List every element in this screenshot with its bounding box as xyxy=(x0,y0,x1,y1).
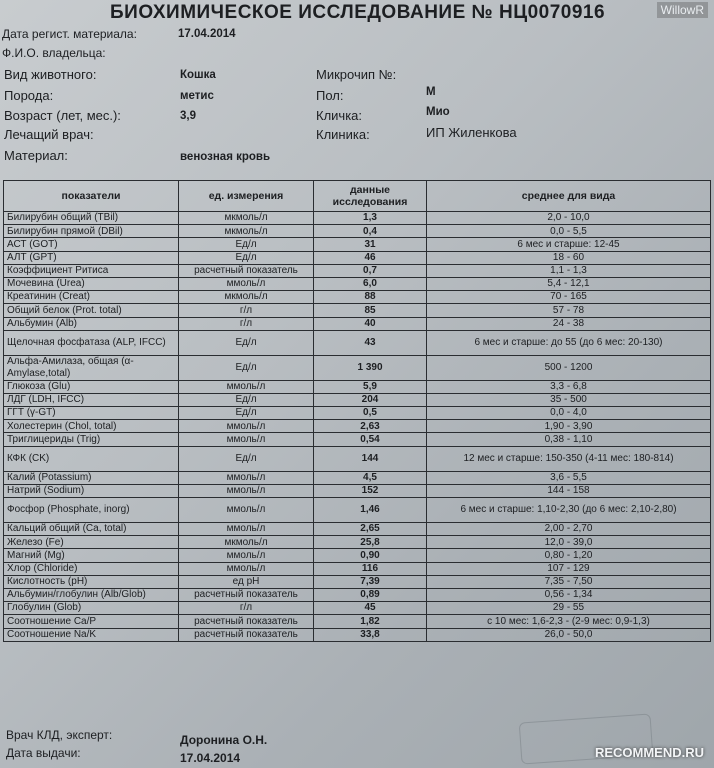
clinic-label: Клиника: xyxy=(316,127,370,142)
cell-result: 40 xyxy=(314,317,427,330)
table-row xyxy=(4,238,711,251)
cell-unit: мкмоль/л xyxy=(179,225,314,238)
cell-result: 45 xyxy=(314,602,427,615)
cell-reference: 12 мес и старше: 150-350 (4-11 мес: 180-814) xyxy=(427,446,711,471)
issue-label: Дата выдачи: xyxy=(6,746,81,760)
cell-result: 116 xyxy=(314,562,427,575)
species-label: Вид животного: xyxy=(4,67,97,82)
date-value: 17.04.2014 xyxy=(178,28,236,40)
cell-indicator: Кальций общий (Ca, total) xyxy=(4,523,179,536)
cell-indicator: Глобулин (Glob) xyxy=(4,602,179,615)
cell-indicator: АСТ (GOT) xyxy=(4,238,179,251)
cell-reference: 0,56 - 1,34 xyxy=(427,588,711,601)
cell-unit: ммоль/л xyxy=(179,420,314,433)
cell-indicator: Железо (Fe) xyxy=(4,536,179,549)
cell-indicator: Альбумин/глобулин (Alb/Glob) xyxy=(4,588,179,601)
cell-reference: с 10 мес: 1,6-2,3 - (2-9 мес: 0,9-1,3) xyxy=(427,615,711,628)
cell-unit: ммоль/л xyxy=(179,380,314,393)
table-row xyxy=(4,484,711,497)
cell-indicator: Креатинин (Creat) xyxy=(4,291,179,304)
cell-indicator: Натрий (Sodium) xyxy=(4,484,179,497)
cell-indicator: Соотношение Na/K xyxy=(4,628,179,641)
cell-reference: 26,0 - 50,0 xyxy=(427,628,711,641)
nick-label: Кличка: xyxy=(316,108,363,123)
table-row xyxy=(4,251,711,264)
cell-result: 0,7 xyxy=(314,264,427,277)
cell-indicator: Билирубин прямой (DBil) xyxy=(4,225,179,238)
cell-unit: Ед/л xyxy=(179,251,314,264)
cell-unit: расчетный показатель xyxy=(179,615,314,628)
col-indicator: показатели xyxy=(4,181,179,212)
doctor-label: Врач КЛД, эксперт: xyxy=(6,728,113,742)
cell-unit: г/л xyxy=(179,317,314,330)
table-row xyxy=(4,277,711,290)
cell-unit: ед pH xyxy=(179,575,314,588)
cell-result: 204 xyxy=(314,393,427,406)
cell-reference: 12,0 - 39,0 xyxy=(427,536,711,549)
cell-unit: расчетный показатель xyxy=(179,628,314,641)
cell-result: 7,39 xyxy=(314,575,427,588)
cell-reference: 2,0 - 10,0 xyxy=(427,212,711,225)
vet-label: Лечащий врач: xyxy=(4,127,94,142)
cell-unit: Ед/л xyxy=(179,330,314,355)
cell-result: 33,8 xyxy=(314,628,427,641)
cell-reference: 144 - 158 xyxy=(427,484,711,497)
table-row xyxy=(4,615,711,628)
cell-reference: 2,00 - 2,70 xyxy=(427,523,711,536)
nick-value: Мио xyxy=(426,106,450,118)
cell-unit: Ед/л xyxy=(179,393,314,406)
cell-unit: ммоль/л xyxy=(179,549,314,562)
age-value: 3,9 xyxy=(180,110,196,122)
cell-result: 88 xyxy=(314,291,427,304)
table-row xyxy=(4,420,711,433)
cell-reference: 1,1 - 1,3 xyxy=(427,264,711,277)
cell-result: 46 xyxy=(314,251,427,264)
breed-label: Порода: xyxy=(4,88,54,103)
cell-unit: расчетный показатель xyxy=(179,588,314,601)
cell-indicator: АЛТ (GPT) xyxy=(4,251,179,264)
cell-result: 0,90 xyxy=(314,549,427,562)
cell-indicator: Триглицериды (Trig) xyxy=(4,433,179,446)
cell-reference: 6 мес и старше: до 55 (до 6 мес: 20-130) xyxy=(427,330,711,355)
watermark-site: RECOMMEND.RU xyxy=(594,745,704,760)
cell-unit: ммоль/л xyxy=(179,498,314,523)
cell-indicator: Щелочная фосфатаза (ALP, IFCC) xyxy=(4,330,179,355)
sex-value: М xyxy=(426,86,436,98)
material-value: венозная кровь xyxy=(180,151,271,163)
cell-indicator: Соотношение Ca/P xyxy=(4,615,179,628)
cell-indicator: ГГТ (γ-GT) xyxy=(4,407,179,420)
cell-result: 152 xyxy=(314,484,427,497)
cell-reference: 6 мес и старше: 12-45 xyxy=(427,238,711,251)
table-row xyxy=(4,562,711,575)
cell-result: 0,89 xyxy=(314,588,427,601)
date-label: Дата регист. материала: xyxy=(2,27,137,41)
doctor-value: Доронина О.Н. xyxy=(180,733,268,747)
cell-result: 2,65 xyxy=(314,523,427,536)
cell-result: 0,54 xyxy=(314,433,427,446)
cell-indicator: Холестерин (Chol, total) xyxy=(4,420,179,433)
cell-reference: 5,4 - 12,1 xyxy=(427,277,711,290)
table-row xyxy=(4,523,711,536)
table-row xyxy=(4,407,711,420)
cell-unit: Ед/л xyxy=(179,446,314,471)
table-header-row xyxy=(4,181,711,212)
cell-result: 4,5 xyxy=(314,471,427,484)
cell-unit: ммоль/л xyxy=(179,277,314,290)
cell-reference: 57 - 78 xyxy=(427,304,711,317)
cell-result: 2,63 xyxy=(314,420,427,433)
cell-unit: Ед/л xyxy=(179,407,314,420)
cell-reference: 6 мес и старше: 1,10-2,30 (до 6 мес: 2,10-2,80) xyxy=(427,498,711,523)
cell-indicator: Общий белок (Prot. total) xyxy=(4,304,179,317)
cell-indicator: КФК (CK) xyxy=(4,446,179,471)
cell-result: 1,46 xyxy=(314,498,427,523)
table-row xyxy=(4,212,711,225)
cell-reference: 24 - 38 xyxy=(427,317,711,330)
cell-result: 1 390 xyxy=(314,355,427,380)
cell-reference: 500 - 1200 xyxy=(427,355,711,380)
cell-reference: 1,90 - 3,90 xyxy=(427,420,711,433)
table-row xyxy=(4,498,711,523)
chip-label: Микрочип №: xyxy=(316,67,397,82)
col-unit: ед. измерения xyxy=(179,181,314,212)
cell-unit: ммоль/л xyxy=(179,562,314,575)
cell-result: 1,3 xyxy=(314,212,427,225)
cell-unit: расчетный показатель xyxy=(179,264,314,277)
cell-unit: мкмоль/л xyxy=(179,291,314,304)
table-row xyxy=(4,536,711,549)
cell-result: 1,82 xyxy=(314,615,427,628)
page-title: БИОХИМИЧЕСКОЕ ИССЛЕДОВАНИЕ № НЦ0070916 xyxy=(110,2,606,23)
cell-unit: ммоль/л xyxy=(179,523,314,536)
table-row xyxy=(4,588,711,601)
cell-unit: мкмоль/л xyxy=(179,212,314,225)
table-row xyxy=(4,225,711,238)
cell-result: 144 xyxy=(314,446,427,471)
cell-result: 6,0 xyxy=(314,277,427,290)
cell-result: 25,8 xyxy=(314,536,427,549)
age-label: Возраст (лет, мес.): xyxy=(4,108,121,123)
table-row xyxy=(4,628,711,641)
col-reference: среднее для вида xyxy=(427,181,711,212)
results-table xyxy=(3,180,711,642)
cell-result: 0,4 xyxy=(314,225,427,238)
cell-reference: 0,80 - 1,20 xyxy=(427,549,711,562)
cell-result: 0,5 xyxy=(314,407,427,420)
cell-indicator: Глюкоза (Glu) xyxy=(4,380,179,393)
cell-reference: 35 - 500 xyxy=(427,393,711,406)
table-row xyxy=(4,446,711,471)
cell-indicator: Альбумин (Alb) xyxy=(4,317,179,330)
cell-unit: Ед/л xyxy=(179,238,314,251)
table-row xyxy=(4,291,711,304)
cell-unit: ммоль/л xyxy=(179,484,314,497)
cell-reference: 0,38 - 1,10 xyxy=(427,433,711,446)
cell-indicator: Билирубин общий (TBil) xyxy=(4,212,179,225)
cell-reference: 18 - 60 xyxy=(427,251,711,264)
table-row xyxy=(4,433,711,446)
col-result: данные исследования xyxy=(314,181,427,212)
table-row xyxy=(4,602,711,615)
table-row xyxy=(4,355,711,380)
issue-value: 17.04.2014 xyxy=(180,751,241,765)
clinic-value: ИП Жиленкова xyxy=(426,125,517,140)
cell-reference: 3,3 - 6,8 xyxy=(427,380,711,393)
cell-indicator: Хлор (Chloride) xyxy=(4,562,179,575)
cell-indicator: Мочевина (Urea) xyxy=(4,277,179,290)
cell-indicator: Магний (Mg) xyxy=(4,549,179,562)
cell-indicator: Кислотность (pH) xyxy=(4,575,179,588)
table-row xyxy=(4,380,711,393)
cell-unit: мкмоль/л xyxy=(179,536,314,549)
cell-reference: 0,0 - 5,5 xyxy=(427,225,711,238)
cell-indicator: Калий (Potassium) xyxy=(4,471,179,484)
cell-unit: г/л xyxy=(179,602,314,615)
cell-result: 85 xyxy=(314,304,427,317)
table-row xyxy=(4,471,711,484)
table-row xyxy=(4,304,711,317)
cell-result: 31 xyxy=(314,238,427,251)
table-row xyxy=(4,264,711,277)
cell-indicator: Фосфор (Phosphate, inorg) xyxy=(4,498,179,523)
table-row xyxy=(4,549,711,562)
table-row xyxy=(4,575,711,588)
cell-unit: г/л xyxy=(179,304,314,317)
breed-value: метис xyxy=(180,90,214,102)
cell-reference: 3,6 - 5,5 xyxy=(427,471,711,484)
table-row xyxy=(4,317,711,330)
cell-reference: 70 - 165 xyxy=(427,291,711,304)
cell-reference: 29 - 55 xyxy=(427,602,711,615)
cell-result: 5,9 xyxy=(314,380,427,393)
cell-unit: ммоль/л xyxy=(179,433,314,446)
cell-reference: 0,0 - 4,0 xyxy=(427,407,711,420)
cell-unit: Ед/л xyxy=(179,355,314,380)
cell-reference: 107 - 129 xyxy=(427,562,711,575)
watermark-author: WillowR xyxy=(657,2,708,18)
cell-unit: ммоль/л xyxy=(179,471,314,484)
species-value: Кошка xyxy=(180,69,216,81)
owner-label: Ф.И.О. владельца: xyxy=(2,46,106,60)
table-row xyxy=(4,330,711,355)
cell-reference: 7,35 - 7,50 xyxy=(427,575,711,588)
sex-label: Пол: xyxy=(316,88,344,103)
cell-indicator: Альфа-Амилаза, общая (α-Amylase,total) xyxy=(4,355,179,380)
cell-result: 43 xyxy=(314,330,427,355)
material-label: Материал: xyxy=(4,148,68,163)
cell-indicator: ЛДГ (LDH, IFCC) xyxy=(4,393,179,406)
table-row xyxy=(4,393,711,406)
cell-indicator: Коэффициент Ритиса xyxy=(4,264,179,277)
